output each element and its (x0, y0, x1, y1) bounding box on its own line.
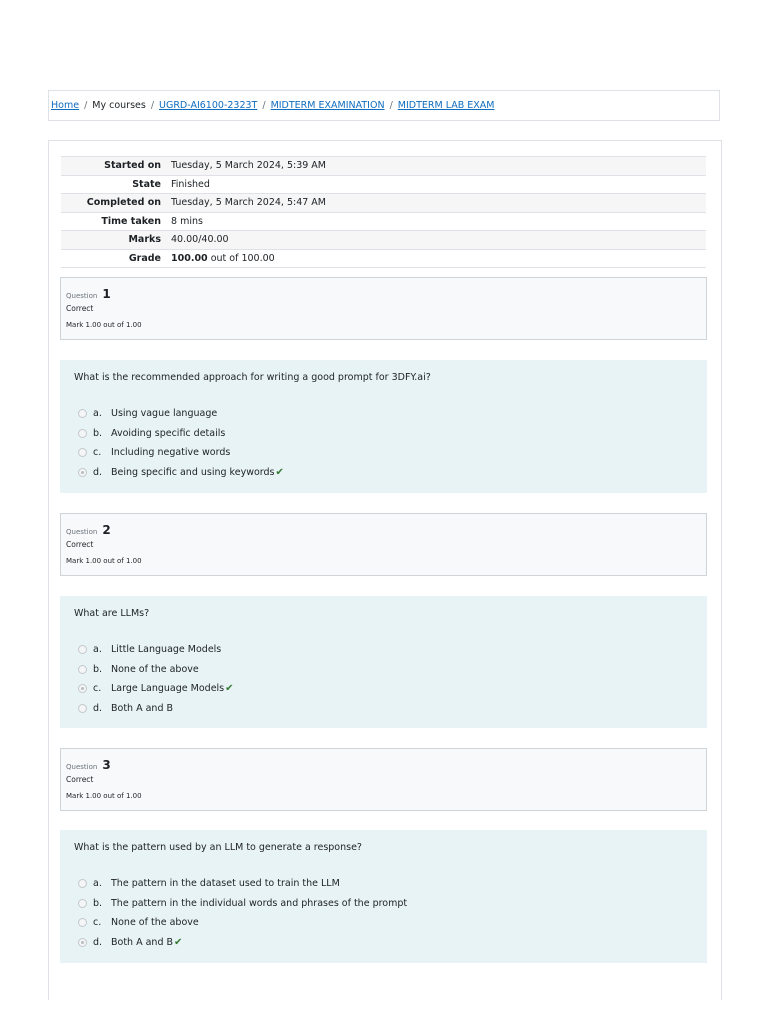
grade-suffix: out of 100.00 (207, 252, 275, 264)
answer-letter: d. (93, 466, 103, 478)
radio-button (78, 665, 87, 674)
answer-list (78, 874, 407, 952)
radio-button-selected (78, 938, 87, 947)
breadcrumb-course-link[interactable]: UGRD-AI6100-2323T (159, 100, 258, 111)
answer-text: None of the above (111, 663, 199, 675)
question-state: Correct (66, 775, 94, 784)
summary-row (61, 175, 706, 194)
breadcrumb-separator: / (150, 100, 155, 111)
check-icon: ✔ (225, 683, 234, 695)
question-number: 2 (102, 523, 111, 537)
breadcrumb-separator: / (84, 100, 88, 111)
question-mark: Mark 1.00 out of 1.00 (66, 321, 142, 329)
answer-text: Both A and B (111, 702, 174, 714)
check-icon: ✔ (174, 936, 183, 948)
summary-value: Tuesday, 5 March 2024, 5:39 AM (167, 157, 706, 176)
summary-row (61, 157, 706, 176)
answer-option (78, 424, 284, 444)
question-info (60, 748, 707, 811)
radio-button (78, 899, 87, 908)
answer-letter: a. (93, 878, 102, 890)
summary-label: Marks (61, 231, 167, 250)
question-info (60, 513, 707, 576)
answer-letter: a. (93, 408, 102, 420)
answer-text: Large Language Models (111, 683, 225, 695)
breadcrumb-section-link[interactable]: MIDTERM EXAMINATION (270, 100, 385, 111)
grade-label: Grade (61, 249, 167, 268)
question-text: What is the recommended approach for writing a good prompt for 3DFY.ai? (74, 372, 431, 383)
question-state: Correct (66, 540, 94, 549)
radio-button (78, 409, 87, 418)
radio-button (78, 918, 87, 927)
question-content (60, 830, 707, 963)
answer-letter: b. (93, 663, 103, 675)
summary-value: 8 mins (167, 212, 706, 231)
question-state: Correct (66, 304, 94, 313)
breadcrumb-home-link[interactable]: Home (51, 100, 80, 111)
answer-option (78, 913, 407, 933)
answer-text: Little Language Models (111, 644, 222, 656)
radio-button-selected (78, 468, 87, 477)
answer-letter: d. (93, 936, 103, 948)
radio-button (78, 645, 87, 654)
summary-value: Tuesday, 5 March 2024, 5:47 AM (167, 194, 706, 213)
breadcrumb-separator: / (389, 100, 393, 111)
question-number: 1 (102, 287, 111, 301)
answer-letter: d. (93, 702, 103, 714)
answer-text: Both A and B (111, 936, 174, 948)
question-label: Question (66, 763, 98, 771)
answer-option (78, 640, 234, 660)
answer-option (78, 699, 234, 719)
answer-letter: b. (93, 427, 103, 439)
answer-option (78, 874, 407, 894)
summary-row (61, 194, 706, 213)
answer-list (78, 404, 284, 482)
answer-option (78, 679, 234, 699)
radio-button (78, 429, 87, 438)
answer-text: None of the above (111, 917, 199, 929)
answer-option (78, 894, 407, 914)
answer-option (78, 463, 284, 483)
attempt-summary-table (61, 156, 706, 268)
breadcrumb-activity-link[interactable]: MIDTERM LAB EXAM (397, 100, 495, 111)
answer-option (78, 404, 284, 424)
answer-text: Being specific and using keywords (111, 466, 275, 478)
check-icon: ✔ (275, 466, 284, 478)
answer-letter: a. (93, 644, 102, 656)
radio-button (78, 704, 87, 713)
question-content (60, 596, 707, 728)
question-label: Question (66, 292, 98, 300)
question-text: What are LLMs? (74, 608, 150, 619)
summary-row (61, 249, 706, 268)
answer-text: Including negative words (111, 447, 231, 459)
answer-letter: c. (93, 447, 102, 459)
summary-label: Completed on (61, 194, 167, 213)
breadcrumb (48, 90, 720, 121)
answer-text: Avoiding specific details (111, 427, 226, 439)
question-number: 3 (102, 758, 111, 772)
breadcrumb-my-courses: My courses (92, 100, 146, 111)
answer-text: The pattern in the dataset used to train the LLM (111, 878, 340, 890)
breadcrumb-separator: / (262, 100, 266, 111)
grade-value-cell (167, 249, 706, 268)
summary-row (61, 231, 706, 250)
answer-list (78, 640, 234, 718)
radio-button-selected (78, 684, 87, 693)
answer-text: The pattern in the individual words and phrases of the prompt (111, 897, 408, 909)
answer-letter: c. (93, 917, 102, 929)
summary-row (61, 212, 706, 231)
answer-letter: c. (93, 683, 102, 695)
question-info (60, 277, 707, 340)
summary-label: Started on (61, 157, 167, 176)
summary-label: State (61, 175, 167, 194)
question-text: What is the pattern used by an LLM to generate a response? (74, 842, 362, 853)
question-label: Question (66, 528, 98, 536)
answer-option (78, 933, 407, 953)
answer-text: Using vague language (111, 408, 218, 420)
summary-value: Finished (167, 175, 706, 194)
answer-option (78, 443, 284, 463)
answer-letter: b. (93, 897, 103, 909)
radio-button (78, 879, 87, 888)
radio-button (78, 448, 87, 457)
question-mark: Mark 1.00 out of 1.00 (66, 557, 142, 565)
summary-value: 40.00/40.00 (167, 231, 706, 250)
question-content (60, 360, 707, 493)
summary-label: Time taken (61, 212, 167, 231)
question-mark: Mark 1.00 out of 1.00 (66, 792, 142, 800)
answer-option (78, 660, 234, 680)
grade-value: 100.00 (171, 252, 208, 264)
